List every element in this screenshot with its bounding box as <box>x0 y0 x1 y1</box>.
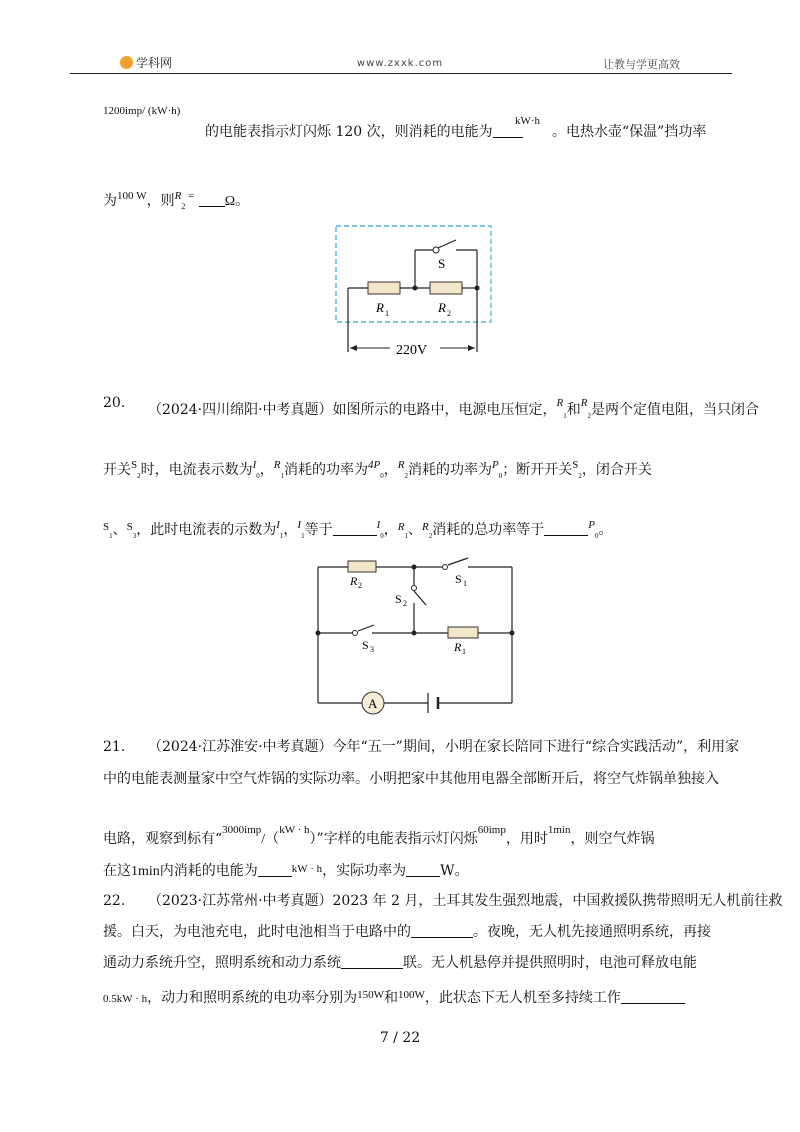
answer-blank[interactable] <box>333 521 377 536</box>
svg-text:S: S <box>455 572 462 586</box>
header-divider <box>70 73 732 74</box>
q22-line2: 援。白天，为电池充电，此时电池相当于电路中的 。夜晚，无人机先接通照明系统，再接 <box>103 924 711 940</box>
answer-blank[interactable] <box>406 862 440 877</box>
svg-text:1: 1 <box>385 309 389 318</box>
svg-text:R: R <box>376 300 384 315</box>
resistor-r2 <box>348 561 376 572</box>
answer-blank[interactable] <box>199 192 225 207</box>
q21-line3: 电路，观察到标有“$^{3000imp}$/（$^{kW \cdot h}$）”字样的电能表指示灯闪烁$^{60imp}$，用时$^{1min}$，则空气炸锅 <box>103 824 655 847</box>
q22-number: 22. <box>103 893 126 909</box>
svg-text:220V: 220V <box>396 343 428 358</box>
resistor-r1 <box>448 627 478 638</box>
q20-line3: $^S_1$、$^S_3$，此时电流表的示数为$^I_1$，$^I_1$等于 $^I_0$，$^R_1$、$^R_2$消耗的总功率等于 $^P_0$。 <box>103 519 613 540</box>
circuit-figure-1 <box>330 220 500 360</box>
svg-text:R: R <box>350 574 358 588</box>
page-number: 7 / 22 <box>379 1030 421 1046</box>
q21-line2: 中的电能表测量家中空气炸锅的实际功率。小明把家中其他用电器全部断开后，将空气炸锅单独接入 <box>103 771 719 787</box>
svg-text:S: S <box>438 256 446 271</box>
dashed-frame <box>336 226 491 322</box>
switch-s3 <box>353 631 358 636</box>
header-slogan: 让教与学更高效 <box>603 58 680 71</box>
svg-text:1: 1 <box>463 579 467 588</box>
svg-text:2: 2 <box>447 309 451 318</box>
svg-text:S: S <box>395 592 402 606</box>
q21-number: 21. <box>103 739 126 755</box>
q19-meter-rating: 1200imp/ (kW·h) <box>103 105 181 117</box>
svg-text:S: S <box>362 638 369 652</box>
q19-line1-end: 。电热水壶“保温”挡功率 <box>552 124 707 140</box>
q20-number: 20. <box>103 395 126 411</box>
svg-text:3: 3 <box>370 645 374 654</box>
q19-line2: 为$^{100 W}$，则$^R_2$ = Ω。 <box>103 190 250 211</box>
svg-text:2: 2 <box>358 581 362 590</box>
q21-line1: （2024·江苏淮安·中考真题）今年“五一”期间，小明在家长陪同下进行“综合实践活动”，利用家 <box>148 739 740 755</box>
q20-line2: 开关$^S_2$时，电流表示数为$^I_0$，$^R_1$消耗的功率为$^{4P}_0$，$^R_2$消耗的功率为$^P_0$；断开开关$^S_2$，闭合开关 <box>103 459 652 480</box>
header-url: www.zxxk.com <box>356 58 444 69</box>
switch-s2 <box>412 586 417 591</box>
svg-text:1: 1 <box>462 647 466 656</box>
q21-line4: 在这1min内消耗的电能为 $^{kW \cdot h}$，实际功率为 W。 <box>103 863 469 879</box>
q22-line1: （2023·江苏常州·中考真题）2023 年 2 月，土耳其发生强烈地震，中国救援队携带照明无人机前往救 <box>148 893 783 909</box>
q19-unit1: kW·h <box>515 115 541 127</box>
answer-blank[interactable] <box>544 521 588 536</box>
circuit-figure-2 <box>310 555 520 720</box>
answer-blank[interactable] <box>621 989 685 1004</box>
answer-blank[interactable] <box>411 923 473 938</box>
q20-line1: （2024·四川绵阳·中考真题）如图所示的电路中，电源电压恒定，$^R_1$和$^R_2$是两个定值电阻，当只闭合 <box>148 397 759 420</box>
svg-text:A: A <box>368 696 378 711</box>
answer-blank[interactable] <box>258 862 292 877</box>
svg-text:2: 2 <box>403 599 407 608</box>
svg-text:R: R <box>454 640 462 654</box>
resistor-r1 <box>368 282 400 294</box>
resistor-r2 <box>430 282 462 294</box>
answer-blank[interactable] <box>341 954 403 969</box>
q22-line3: 通动力系统升空，照明系统和动力系统 联。无人机悬停并提供照明时，电池可释放电能 <box>103 955 697 971</box>
switch-s1 <box>443 565 448 570</box>
q22-line4: 0.5kW · h，动力和照明系统的电功率分别为$^{150W}$和$^{100W}$，此状态下无人机至多持续工作 <box>103 985 685 1009</box>
svg-text:R: R <box>438 300 446 315</box>
site-logo: 学科网 <box>120 54 172 71</box>
q19-line1: 的电能表指示灯闪烁 120 次，则消耗的电能为 <box>205 122 523 142</box>
